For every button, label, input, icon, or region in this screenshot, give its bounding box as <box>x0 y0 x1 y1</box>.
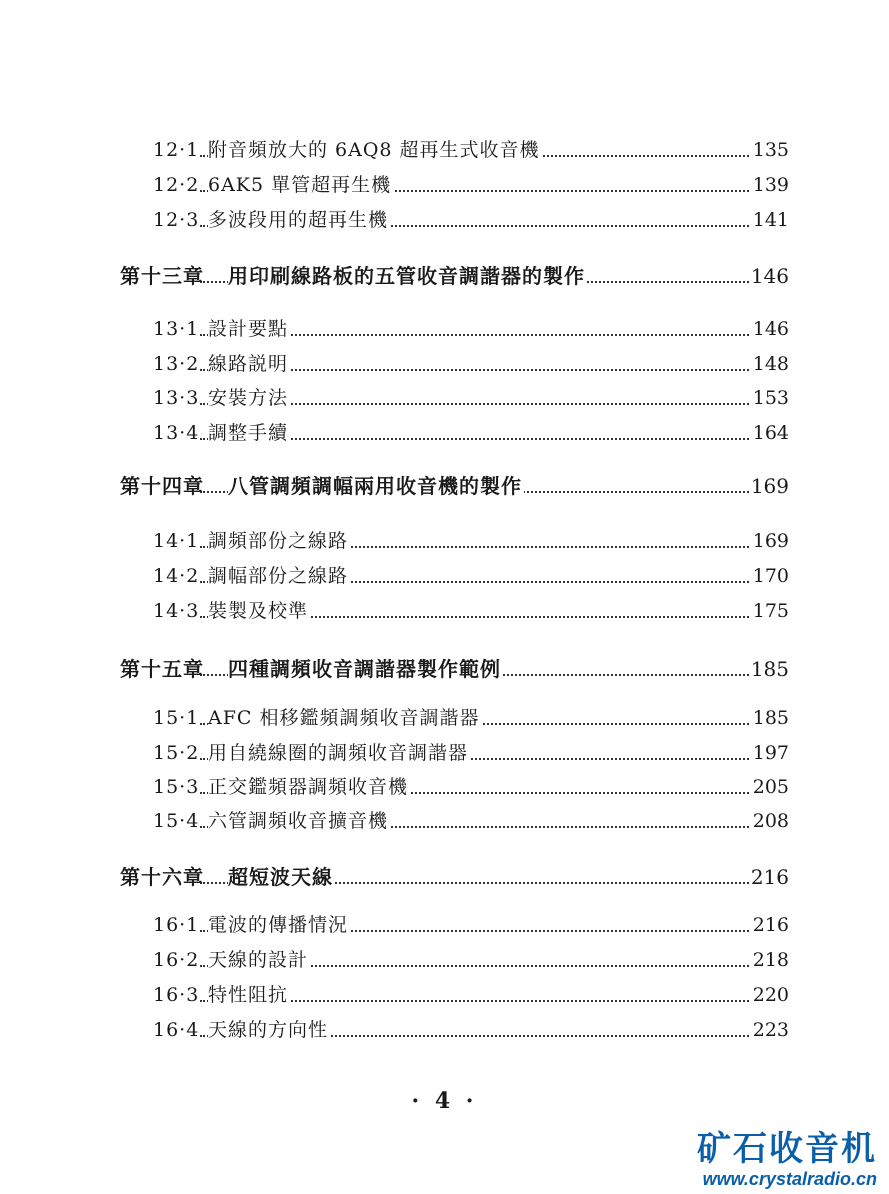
toc-entry-15-2 <box>0 734 889 764</box>
page-ref: 169 <box>752 530 789 552</box>
watermark <box>677 1130 877 1190</box>
chapter-number: 第十六章 <box>120 865 204 889</box>
section-title: 天線的方向性 <box>208 1019 329 1041</box>
page-ref: 146 <box>752 318 789 340</box>
section-title: 調頻部份之線路 <box>208 530 349 552</box>
page-ref: 205 <box>752 776 789 798</box>
section-number: 15·4 <box>153 810 200 832</box>
page-ref: 148 <box>752 353 789 375</box>
chapter-title: 四種調頻收音調諧器製作範例 <box>228 657 501 681</box>
page-ref: 185 <box>752 707 789 729</box>
section-number: 13·2 <box>153 353 200 375</box>
watermark-url: www.crystalradio.cn <box>702 1169 877 1189</box>
chapter-title: 超短波天線 <box>228 865 333 889</box>
toc-chapter-13 <box>0 257 889 287</box>
section-title: 裝製及校準 <box>208 600 309 622</box>
page-ref: 170 <box>752 565 789 587</box>
page-ref: 223 <box>752 1019 789 1041</box>
section-title: 6AK5 單管超再生機 <box>208 174 392 196</box>
section-title: AFC 相移鑑頻調頻收音調諧器 <box>208 707 480 729</box>
page-ref: 139 <box>752 174 789 196</box>
chapter-number: 第十四章 <box>120 474 204 498</box>
toc-chapter-14 <box>0 467 889 497</box>
section-number: 16·2 <box>153 949 200 971</box>
section-number: 12·3 <box>153 209 200 231</box>
toc-entry-14-3 <box>0 592 889 622</box>
toc-entry-15-1 <box>0 699 889 729</box>
section-number: 15·1 <box>153 707 200 729</box>
section-number: 13·4 <box>153 422 200 444</box>
page-ref: 135 <box>752 139 789 161</box>
chapter-title: 用印刷線路板的五管收音調諧器的製作 <box>228 264 585 288</box>
toc-entry-13-1 <box>0 310 889 340</box>
toc-entry-12-2 <box>0 166 889 196</box>
watermark-name: 矿石收音机 <box>697 1129 877 1169</box>
section-number: 14·2 <box>153 565 200 587</box>
toc-entry-15-3 <box>0 768 889 798</box>
toc-entry-13-3 <box>0 379 889 409</box>
section-title: 特性阻抗 <box>208 984 289 1006</box>
toc-entry-12-3 <box>0 201 889 231</box>
page-ref: 208 <box>752 810 789 832</box>
section-title: 正交鑑頻器調頻收音機 <box>208 776 409 798</box>
section-title: 用自繞線圈的調頻收音調諧器 <box>208 742 469 764</box>
page-ref: 216 <box>752 914 789 936</box>
section-number: 13·3 <box>153 387 200 409</box>
chapter-number: 第十三章 <box>120 264 204 288</box>
section-title: 六管調頻收音擴音機 <box>208 810 389 832</box>
section-number: 14·3 <box>153 600 200 622</box>
section-title: 多波段用的超再生機 <box>208 209 389 231</box>
chapter-title: 八管調頻調幅兩用收音機的製作 <box>228 474 522 498</box>
section-title: 調幅部份之線路 <box>208 565 349 587</box>
toc-entry-16-4 <box>0 1011 889 1041</box>
page-ref: 175 <box>752 600 789 622</box>
section-number: 15·2 <box>153 742 200 764</box>
page-ref: 197 <box>752 742 789 764</box>
toc-chapter-16 <box>0 858 889 888</box>
toc-entry-16-2 <box>0 941 889 971</box>
section-title: 調整手續 <box>208 422 289 444</box>
toc-entry-13-2 <box>0 345 889 375</box>
toc-entry-12-1 <box>0 131 889 161</box>
section-number: 13·1 <box>153 318 200 340</box>
section-title: 附音頻放大的 6AQ8 超再生式收音機 <box>208 139 540 161</box>
section-title: 電波的傳播情況 <box>208 914 349 936</box>
page-ref: 216 <box>750 865 789 889</box>
toc-entry-13-4 <box>0 414 889 444</box>
section-number: 12·1 <box>153 139 200 161</box>
page-number: · 4 · <box>411 1088 478 1114</box>
section-title: 天線的設計 <box>208 949 309 971</box>
toc-entry-14-2 <box>0 557 889 587</box>
page-ref: 185 <box>750 657 789 681</box>
page-ref: 153 <box>752 387 789 409</box>
section-number: 14·1 <box>153 530 200 552</box>
section-title: 設計要點 <box>208 318 289 340</box>
page-ref: 220 <box>752 984 789 1006</box>
page-ref: 218 <box>752 949 789 971</box>
page-ref: 146 <box>750 264 789 288</box>
chapter-number: 第十五章 <box>120 657 204 681</box>
page-ref: 169 <box>750 474 789 498</box>
section-number: 12·2 <box>153 174 200 196</box>
toc-chapter-15 <box>0 650 889 680</box>
toc-entry-16-1 <box>0 906 889 936</box>
page-ref: 141 <box>752 209 789 231</box>
section-number: 16·3 <box>153 984 200 1006</box>
toc-entry-15-4 <box>0 802 889 832</box>
section-title: 線路説明 <box>208 353 289 375</box>
section-number: 16·1 <box>153 914 200 936</box>
section-number: 16·4 <box>153 1019 200 1041</box>
page-ref: 164 <box>752 422 789 444</box>
toc-entry-14-1 <box>0 522 889 552</box>
toc-entry-16-3 <box>0 976 889 1006</box>
section-number: 15·3 <box>153 776 200 798</box>
section-title: 安裝方法 <box>208 387 289 409</box>
